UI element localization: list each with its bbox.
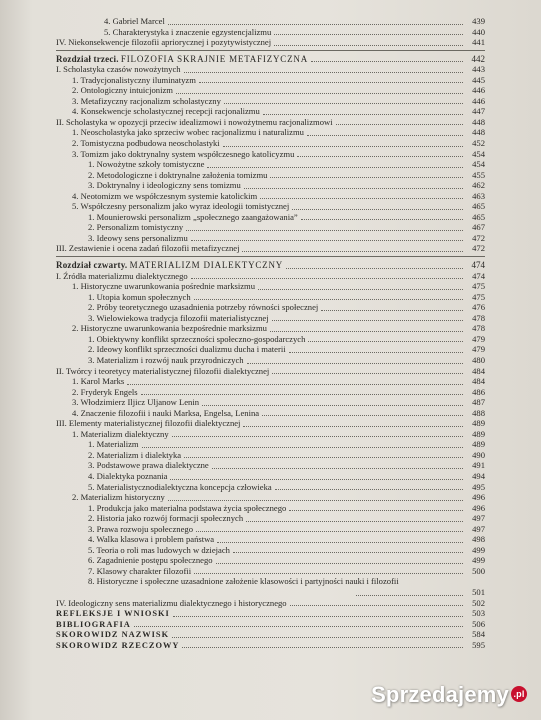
page-number: 465: [472, 211, 485, 222]
chapter-heading: [56, 260, 283, 270]
toc-entry-title: II. Twórcy i teoretycy materialistycznej filozofii dialektycznej: [56, 365, 270, 376]
toc-entry-title: 4. Walka klasowa i problem państwa: [88, 534, 215, 545]
page-number: 498: [472, 534, 485, 545]
chapter-title: MATERIALIZM DIALEKTYCZNY: [129, 260, 284, 271]
toc-entry: [56, 201, 485, 212]
dot-leader: [186, 230, 463, 231]
chapter-heading-row: [56, 54, 485, 65]
toc-entry-title: 2. Historia jako rozwój formacji społecznych: [88, 513, 244, 524]
toc-entry: [56, 397, 485, 408]
toc-entry: [56, 191, 485, 202]
dot-leader: [217, 542, 463, 543]
page-number: 475: [472, 291, 485, 302]
page-number: 495: [472, 481, 485, 492]
page-number: 499: [472, 544, 485, 555]
dot-leader: [290, 605, 463, 606]
toc-entry-title: 2. Historyczne uwarunkowania bezpośrednie marksizmu: [72, 323, 267, 334]
section-divider: [56, 50, 485, 51]
toc-entry-title: 5. Materialistycznodialektyczna koncepcja człowieka: [88, 481, 272, 492]
page-number: 446: [472, 85, 485, 96]
page-number: 584: [472, 629, 485, 640]
dot-leader: [289, 510, 463, 511]
page-number: 486: [472, 386, 485, 397]
toc-entry: [56, 439, 485, 450]
toc-entry-title: 5. Teoria o roli mas ludowych w dziejach: [88, 544, 230, 555]
dot-leader: [286, 268, 463, 269]
watermark-country-badge: .pl: [511, 686, 527, 702]
toc-entry: [56, 127, 485, 138]
dot-leader: [356, 595, 463, 596]
page-number: 448: [472, 116, 485, 127]
dot-leader: [297, 156, 463, 157]
page-number: 440: [472, 26, 485, 37]
toc-entry: [56, 292, 485, 303]
dot-leader: [308, 341, 463, 342]
dot-leader: [263, 114, 463, 115]
dot-leader: [242, 251, 463, 252]
dot-leader: [246, 521, 463, 522]
toc-entry-title: 2. Ideowy konflikt sprzeczności dualizmu ducha i materii: [88, 344, 286, 355]
dot-leader: [191, 240, 463, 241]
page-number: 489: [472, 439, 485, 450]
toc-entry: [56, 619, 485, 630]
dot-leader: [270, 331, 463, 332]
dot-leader: [262, 415, 463, 416]
toc-entry: [56, 75, 485, 86]
dot-leader: [258, 289, 463, 290]
page-number: 455: [472, 169, 485, 180]
dot-leader: [275, 489, 463, 490]
dot-leader: [184, 457, 463, 458]
toc-entry-title: 1. Obiektywny konflikt sprzeczności społeczno-gospodarczych: [88, 333, 306, 344]
toc-entry: [56, 576, 485, 597]
page-number: 501: [472, 586, 485, 597]
dot-leader: [292, 209, 463, 210]
page-number: 463: [472, 190, 485, 201]
toc-entry: [56, 545, 485, 556]
page-number: 452: [472, 138, 485, 149]
toc-entry-title: 2. Metodologiczne i doktrynalne założenia tomizmu: [88, 169, 268, 180]
toc-entry-title: 4. Dialektyka poznania: [88, 470, 168, 481]
page-number: 474: [472, 270, 485, 281]
toc-entry-title: 1. Materializm dialektyczny: [72, 428, 169, 439]
page-number: 476: [472, 302, 485, 313]
toc-entry-title: 2. Materializm i dialektyka: [88, 449, 182, 460]
toc-entry-title: 2. Personalizm tomistyczny: [88, 222, 184, 233]
toc-entry: [56, 429, 485, 440]
page-number: 474: [471, 260, 485, 271]
toc-entry-title: I. Scholastyka czasów nowożytnych: [56, 64, 181, 75]
toc-entry-title: 6. Zagadnienie postępu społecznego: [88, 555, 213, 566]
page-number: 480: [472, 354, 485, 365]
dot-leader: [170, 479, 463, 480]
toc-entry: [56, 106, 485, 117]
page-number: 489: [472, 418, 485, 429]
dot-leader: [173, 616, 463, 617]
toc-entry: [56, 302, 485, 313]
dot-leader: [168, 24, 463, 25]
page-number: 442: [471, 53, 485, 64]
page-number: 472: [472, 232, 485, 243]
page-number: 454: [472, 159, 485, 170]
page-number: 499: [472, 555, 485, 566]
toc-entry-title: 3. Prawa rozwoju społecznego: [88, 523, 194, 534]
page-number: 489: [472, 428, 485, 439]
dot-leader: [247, 363, 463, 364]
toc-entry: [56, 16, 485, 27]
toc-entry-title: BIBLIOGRAFIA: [56, 619, 131, 629]
toc-entry-title: 4. Gabriel Marcel: [104, 16, 165, 26]
toc-entry-title: II. Scholastyka w opozycji przeciw idealizmowi i nowożytnemu racjonalizmowi: [56, 116, 333, 127]
page-number: 439: [472, 16, 485, 26]
toc-entry-title: 3. Metafizyczny racjonalizm scholastyczny: [72, 95, 221, 106]
dot-leader: [168, 500, 463, 501]
toc-entry: [56, 471, 485, 482]
toc-entry: [56, 555, 485, 566]
toc-entry-title: 1. Karol Marks: [72, 376, 125, 387]
toc-entry: [56, 408, 485, 419]
dot-leader: [212, 468, 463, 469]
page-number: 446: [472, 95, 485, 106]
dot-leader: [311, 61, 463, 62]
page-number: 502: [472, 597, 485, 608]
dot-leader: [127, 384, 463, 385]
section-divider: [56, 256, 485, 257]
toc-entry: [56, 513, 485, 524]
dot-leader: [196, 531, 463, 532]
toc-entry: [56, 450, 485, 461]
chapter-heading-row: [56, 260, 485, 271]
toc-entry-title: 1. Mounierowski personalizm „społecznego zaangażowania”: [88, 211, 298, 222]
dot-leader: [191, 278, 463, 279]
chapter-heading: [56, 54, 308, 64]
toc-entry: [56, 482, 485, 493]
toc-entry-title: IV. Niekonsekwencje filozofii apriorycznej i pozytywistycznej: [56, 37, 272, 48]
dot-leader: [272, 320, 463, 321]
dot-leader: [184, 72, 463, 73]
dot-leader: [207, 167, 463, 168]
toc-entry: [56, 598, 485, 609]
page-number: 491: [472, 460, 485, 471]
dot-leader: [336, 124, 463, 125]
toc-entry-title: 2. Ontologiczny intuicjonizm: [72, 85, 173, 96]
dot-leader: [260, 198, 463, 199]
page-number: 441: [472, 37, 485, 48]
dot-leader: [307, 135, 463, 136]
toc-entry-title: 3. Tomizm jako doktrynalny system współczesnego katolicyzmu: [72, 148, 295, 159]
toc-entry-title: 7. Klasowy charakter filozofii: [88, 565, 192, 576]
toc-entry: [56, 334, 485, 345]
toc-entry-title: 1. Historyczne uwarunkowania pośrednie marksizmu: [72, 281, 256, 292]
toc-entry: [56, 366, 485, 377]
toc-entry-title: 4. Konsekwencje scholastycznej recepcji racjonalizmu: [72, 106, 260, 117]
toc-entry: [56, 492, 485, 503]
toc-entry-title: SKOROWIDZ RZECZOWY: [56, 640, 180, 650]
dot-leader: [199, 82, 463, 83]
toc-entry: [56, 37, 485, 48]
toc-entry: [56, 271, 485, 282]
page-number: 595: [472, 639, 485, 650]
toc-entry-title: IV. Ideologiczny sens materializmu dialektycznego i historycznego: [56, 597, 287, 608]
toc-entry-title: III. Elementy materialistycznej filozofii dialektycznej: [56, 418, 241, 429]
toc-entry-title: 1. Neoscholastyka jako sprzeciw wobec racjonalizmu i naturalizmu: [72, 127, 304, 138]
toc-entry: [56, 170, 485, 181]
toc-entry-title: REFLEKSJE I WNIOSKI: [56, 609, 170, 619]
page-number: 443: [472, 64, 485, 75]
dot-leader: [202, 405, 463, 406]
dot-leader: [289, 352, 463, 353]
dot-leader: [274, 34, 463, 35]
toc-entry-title: 2. Materializm historyczny: [72, 492, 165, 503]
toc-entry: [56, 27, 485, 38]
toc-entry: [56, 64, 485, 75]
chapter-label: Rozdział trzeci.: [56, 53, 119, 64]
page-number: 494: [472, 470, 485, 481]
toc-entry: [56, 180, 485, 191]
toc-entry-title: I. Źródła materializmu dialektycznego: [56, 270, 188, 281]
page-number: 479: [472, 344, 485, 355]
toc-entry-title: 1. Utopia komun społecznych: [88, 291, 191, 302]
toc-entry: [56, 387, 485, 398]
dot-leader: [243, 426, 463, 427]
toc-entry: [56, 96, 485, 107]
dot-leader: [223, 146, 463, 147]
toc-entry: [56, 313, 485, 324]
dot-leader: [244, 188, 463, 189]
toc-entry: [56, 212, 485, 223]
chapter-label: Rozdział czwarty.: [56, 260, 128, 271]
dot-leader: [141, 394, 463, 395]
page-number: 475: [472, 281, 485, 292]
toc-entry: [56, 222, 485, 233]
toc-entry: [56, 344, 485, 355]
toc-entry: [56, 524, 485, 535]
watermark-logo: [371, 682, 527, 708]
page-number: 445: [472, 74, 485, 85]
toc-entry: [56, 640, 485, 651]
toc-entry-title: 3. Doktrynalny i ideologiczny sens tomizmu: [88, 180, 241, 191]
toc-entry: [56, 138, 485, 149]
toc-entry-title: 2. Próby teoretycznego uzasadnienia potrzeby równości społecznej: [88, 302, 319, 313]
toc-entry-title: 3. Ideowy sens personalizmu: [88, 232, 188, 243]
chapter-title: FILOZOFIA SKRAJNIE METAFIZYCZNA: [120, 53, 309, 64]
toc-entry: [56, 629, 485, 640]
page-number: 447: [472, 106, 485, 117]
dot-leader: [194, 573, 463, 574]
toc-entry: [56, 159, 485, 170]
toc-entry: [56, 85, 485, 96]
page-number: 478: [472, 312, 485, 323]
page-number: 465: [472, 201, 485, 212]
toc-entry-title: 3. Podstawowe prawa dialektyczne: [88, 460, 209, 471]
page-number: 503: [472, 608, 485, 619]
dot-leader: [194, 299, 463, 300]
dot-leader: [172, 637, 463, 638]
toc-entry: [56, 376, 485, 387]
page-number: 497: [472, 513, 485, 524]
page-number: 448: [472, 127, 485, 138]
page-number: 462: [472, 180, 485, 191]
page-number: 484: [472, 376, 485, 387]
toc-entry: [56, 566, 485, 577]
toc-entry-title: SKOROWIDZ NAZWISK: [56, 630, 170, 640]
dot-leader: [272, 373, 463, 374]
page-number: 490: [472, 449, 485, 460]
toc-entry: [56, 323, 485, 334]
dot-leader: [321, 310, 463, 311]
toc-entry: [56, 233, 485, 244]
dot-leader: [182, 647, 463, 648]
toc-entry: [56, 117, 485, 128]
toc-entry-title: 3. Materializm i rozwój nauk przyrodniczych: [88, 354, 244, 365]
page-number: 467: [472, 222, 485, 233]
toc-entry-title: 3. Wielowiekowa tradycja filozofii materialistycznej: [88, 312, 269, 323]
toc-entry-title: 2. Tomistyczna podbudowa neoscholastyki: [72, 138, 220, 149]
page-number: 472: [472, 243, 485, 254]
watermark-text: Sprzedajemy: [371, 682, 509, 707]
dot-leader: [176, 93, 463, 94]
page-number: 488: [472, 407, 485, 418]
page-number: 497: [472, 523, 485, 534]
toc-entry: [56, 608, 485, 619]
toc-entry: [56, 243, 485, 254]
toc-entry-title: 1. Produkcja jako materialna podstawa życia społecznego: [88, 502, 287, 513]
toc-entry-title: 4. Znaczenie filozofii i nauki Marksa, Engelsa, Lenina: [72, 407, 260, 418]
dot-leader: [134, 626, 463, 627]
toc-entry: [56, 355, 485, 366]
toc-entry-title: 5. Charakterystyka i znaczenie egzystencjalizmu: [104, 26, 272, 37]
page-number: 484: [472, 365, 485, 376]
toc-entry-title: 1. Nowożytne szkoły tomistyczne: [88, 159, 205, 170]
dot-leader: [233, 552, 463, 553]
toc-entry: [56, 503, 485, 514]
page-number: 454: [472, 148, 485, 159]
page-number: 496: [472, 492, 485, 503]
toc-entry-title: 8. Historyczne i społeczne uzasadnione założenie klasowości i partyjności nauki i filozofii: [88, 576, 399, 587]
dot-leader: [224, 103, 463, 104]
dot-leader: [142, 447, 463, 448]
page-number: 496: [472, 502, 485, 513]
toc-entry-title: 1. Materializm: [88, 439, 139, 450]
toc-entry: [56, 281, 485, 292]
dot-leader: [172, 436, 463, 437]
dot-leader: [216, 563, 463, 564]
page-number: 500: [472, 565, 485, 576]
toc-entry-title: 1. Tradycjonalistyczny iluminatyzm: [72, 74, 196, 85]
dot-leader: [301, 219, 463, 220]
dot-leader: [274, 45, 463, 46]
toc-entry-title: 4. Neotomizm we współczesnym systemie katolickim: [72, 190, 258, 201]
toc-entry: [56, 149, 485, 160]
toc-entry-title: III. Zestawienie i ocena zadań filozofii metafizycznej: [56, 243, 240, 254]
page-number: 506: [472, 618, 485, 629]
page-number: 478: [472, 323, 485, 334]
toc-entry-title: 2. Fryderyk Engels: [72, 386, 138, 397]
page-number: 487: [472, 397, 485, 408]
page-number: 479: [472, 333, 485, 344]
toc-entry-title: 3. Włodzimierz Iljicz Uljanow Lenin: [72, 397, 200, 408]
toc-entry-title: 5. Współczesny personalizm jako wyraz ideologii tomistycznej: [72, 201, 290, 212]
table-of-contents: [56, 16, 485, 650]
toc-entry: [56, 418, 485, 429]
toc-entry: [56, 460, 485, 471]
dot-leader: [270, 177, 463, 178]
toc-entry: [56, 534, 485, 545]
